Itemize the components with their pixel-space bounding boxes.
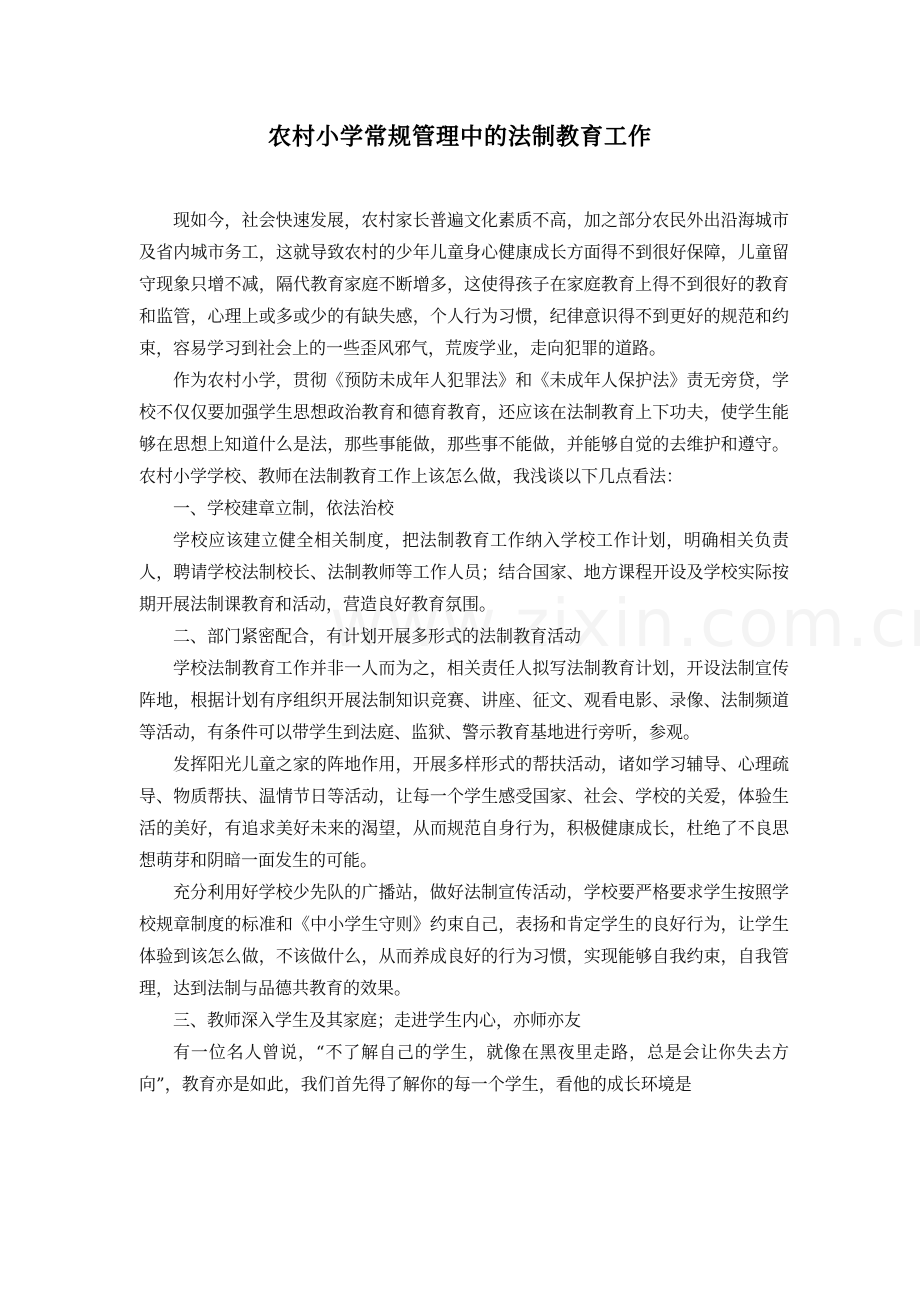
paragraph-section-2b: 发挥阳光儿童之家的阵地作用，开展多样形式的帮扶活动，诸如学习辅导、心理疏导、物质帮扶、温情节日等活动，让每一个学生感受国家、社会、学校的关爱，体验生活的美好，有追求美好未来的渴望，从而规范自身行为，积极健康成长，杜绝了不良思想萌芽和阴暗一面发生的可能。	[139, 755, 789, 871]
paragraph-rural-school: 作为农村小学，贯彻《预防未成年人犯罪法》和《未成年人保护法》责无旁贷，学校不仅仅要加强学生思想政治教育和德育教育，还应该在法制教育上下功夫，使学生能够在思想上知道什么是法，那些事能做，那些事不能做，并能够自觉的去维护和遵守。农村小学学校、教师在法制教育工作上该怎么做，我浅谈以下几点看法：	[139, 371, 789, 487]
paragraph-section-2c: 充分利用好学校少先队的广播站，做好法制宣传活动，学校要严格要求学生按照学校规章制度的标准和《中小学生守则》约束自己，表扬和肯定学生的良好行为，让学生体验到该怎么做，不该做什么，从而养成良好的行为习惯，实现能够自我约束，自我管理，达到法制与品德共教育的效果。	[139, 883, 789, 999]
section-heading-3: 三、教师深入学生及其家庭；走进学生内心，亦师亦友	[173, 1011, 581, 1031]
section-heading-2: 二、部门紧密配合，有计划开展多形式的法制教育活动	[173, 627, 581, 647]
document-title: 农村小学常规管理中的法制教育工作	[268, 124, 652, 150]
paragraph-section-2a: 学校法制教育工作并非一人而为之，相关责任人拟写法制教育计划，开设法制宣传阵地，根据计划有序组织开展法制知识竞赛、讲座、征文、观看电影、录像、法制频道等活动，有条件可以带学生到法庭、监狱、警示教育基地进行旁听，参观。	[139, 659, 789, 743]
paragraph-section-3: 有一位名人曾说，“不了解自己的学生，就像在黑夜里走路，总是会让你失去方向”，教育亦是如此，我们首先得了解你的每一个学生，看他的成长环境是	[139, 1043, 789, 1095]
document-body	[139, 205, 789, 1101]
paragraph-section-1: 学校应该建立健全相关制度，把法制教育工作纳入学校工作计划，明确相关负责人，聘请学校法制校长、法制教师等工作人员；结合国家、地方课程开设及学校实际按期开展法制课教育和活动，营造良好教育氛围。	[139, 531, 789, 615]
section-heading-1: 一、学校建章立制，依法治校	[173, 499, 394, 519]
paragraph-intro: 现如今，社会快速发展，农村家长普遍文化素质不高，加之部分农民外出沿海城市及省内城市务工，这就导致农村的少年儿童身心健康成长方面得不到很好保障，儿童留守现象只增不减，隔代教育家庭不断增多，这使得孩子在家庭教育上得不到很好的教育和监管，心理上或多或少的有缺失感，个人行为习惯，纪律意识得不到更好的规范和约束，容易学习到社会上的一些歪风邪气，荒废学业，走向犯罪的道路。	[139, 211, 789, 359]
